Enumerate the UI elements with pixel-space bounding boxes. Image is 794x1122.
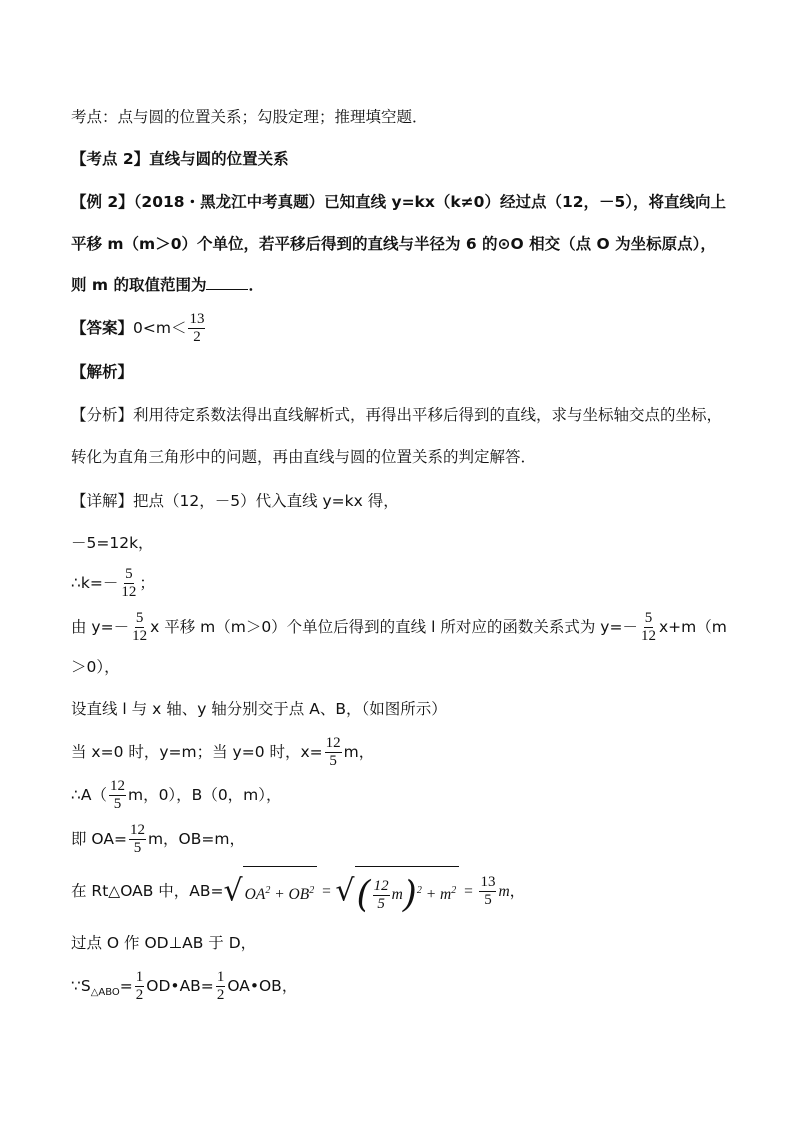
section-heading: 【考点 2】直线与圆的位置关系	[71, 150, 289, 168]
shift-num-1: 5	[135, 610, 144, 626]
shift-a: 由 y=－	[71, 618, 130, 636]
example-line-3	[71, 273, 264, 297]
area-line	[71, 970, 297, 1005]
k-suffix: ；	[139, 574, 155, 592]
oa-den: 5	[133, 840, 142, 856]
k-den: 12	[121, 584, 137, 600]
rt-eq: =	[317, 883, 336, 901]
example-line-3-end: ．	[248, 276, 264, 294]
sqrt-sign-2: √	[335, 873, 355, 909]
oa-b: m，OB=m，	[147, 830, 245, 848]
pts-b: m，0），B（0，m），	[127, 786, 282, 804]
topic-line: 考点：点与圆的位置关系；勾股定理；推理填空题．	[71, 108, 428, 126]
example-line-1: 【例 2】（2018・黑龙江中考真题）已知直线 y=kx（k≠0）经过点（12，－5），将直线向上	[71, 193, 727, 211]
k-prefix: ∴k=－	[71, 574, 119, 592]
shift-den-1: 12	[132, 628, 148, 644]
points-line	[71, 779, 282, 812]
answer-denominator: 2	[193, 329, 201, 345]
k-num: 5	[125, 566, 133, 582]
rt-exp-1: 2	[265, 885, 271, 896]
ab-num: 13	[480, 874, 496, 891]
half-fraction-2	[216, 970, 226, 1003]
half1-num: 1	[135, 969, 144, 985]
radicand-2	[355, 866, 460, 917]
when-line	[71, 736, 374, 769]
rt-oa: OA	[244, 886, 266, 904]
ab-fraction	[479, 875, 496, 908]
rt-den: 5	[377, 896, 385, 913]
answer-fraction	[188, 312, 205, 345]
answer-text: 0<m＜	[133, 319, 187, 337]
shift-c: x+m（m	[658, 618, 727, 636]
sqrt-oa-ob	[224, 866, 318, 917]
paren-left: (	[356, 874, 371, 916]
area-d: OA•OB，	[227, 977, 298, 995]
sqrt-expanded	[335, 866, 459, 917]
shift-den-2: 12	[640, 628, 656, 644]
shift-fraction-2	[640, 611, 657, 644]
answer-label: 【答案】	[71, 319, 134, 337]
rt-plus2: + m	[421, 886, 452, 904]
rt-num: 12	[373, 878, 389, 895]
k-fraction	[120, 567, 137, 600]
rt-plus: +	[270, 886, 289, 904]
area-sub: △ABO	[90, 987, 120, 999]
half2-den: 2	[216, 987, 225, 1003]
shift-fraction-1	[131, 611, 148, 644]
ab-den: 5	[484, 892, 492, 909]
rt-m: m	[391, 886, 403, 904]
when-fraction	[325, 736, 342, 769]
intersect-line: 设直线 l 与 x 轴、y 轴分别交于点 A、B，（如图所示）	[71, 700, 447, 718]
rt-exp-4: 2	[451, 885, 457, 896]
pts-den: 5	[113, 796, 122, 812]
rt-eq2: =	[459, 883, 478, 901]
answer-numerator: 13	[189, 311, 205, 327]
rt-ob: OB	[288, 886, 310, 904]
fenxi-line-2: 转化为直角三角形中的问题，再由直线与圆的位置关系的判定解答．	[71, 448, 537, 466]
rt-line	[71, 866, 525, 917]
rt-exp-3: 2	[416, 885, 422, 896]
when-den: 5	[329, 753, 337, 769]
oa-a: 即 OA=	[71, 830, 127, 848]
rt-exp-2: 2	[309, 885, 315, 896]
area-a: ∵S	[71, 977, 91, 995]
pts-num: 12	[109, 778, 125, 794]
half1-den: 2	[135, 987, 144, 1003]
paren-right: )	[402, 874, 417, 916]
detail-line-1: 【详解】把点（12，－5）代入直线 y=kx 得，	[71, 492, 399, 510]
sqrt-sign-1: √	[223, 873, 243, 909]
ab-m: m	[498, 883, 510, 901]
pts-fraction	[109, 779, 126, 812]
perp-line: 过点 O 作 OD⊥AB 于 D，	[71, 934, 257, 952]
shift-line	[71, 611, 727, 644]
when-num: 12	[325, 735, 341, 751]
area-c: OD•AB=	[146, 977, 214, 995]
oa-fraction	[129, 823, 146, 856]
fenxi-line-1: 【分析】利用待定系数法得出直线解析式，再得出平移后得到的直线，求与坐标轴交点的坐标，	[71, 406, 723, 424]
half2-num: 1	[216, 969, 225, 985]
pts-a: ∴A（	[71, 786, 107, 804]
when-a: 当 x=0 时，y=m；当 y=0 时，x=	[71, 743, 323, 761]
k-value-line	[71, 567, 155, 600]
example-line-2: 平移 m（m＞0）个单位，若平移后得到的直线与半径为 6 的⊙O 相交（点 O 为坐标原点），	[71, 235, 716, 253]
rt-a: 在 Rt△OAB 中，AB=	[71, 882, 224, 901]
example-line-3-text: 则 m 的取值范围为	[71, 276, 207, 294]
detail-line-2: －5=12k，	[71, 534, 154, 552]
half-fraction-1	[135, 970, 145, 1003]
area-b: =	[119, 977, 133, 995]
rt-fraction	[373, 879, 390, 912]
shift-continuation: ＞0），	[71, 658, 120, 676]
shift-num-2: 5	[644, 610, 653, 626]
oa-num: 12	[129, 822, 145, 838]
answer-line	[71, 312, 207, 345]
answer-blank	[206, 275, 248, 290]
analysis-heading: 【解析】	[71, 363, 134, 381]
rt-end: ，	[509, 882, 526, 901]
shift-b: x 平移 m（m＞0）个单位后得到的直线 l 所对应的函数关系式为 y=－	[150, 618, 638, 636]
when-b: m，	[343, 743, 375, 761]
oa-line	[71, 823, 245, 856]
radicand-1	[243, 866, 318, 917]
